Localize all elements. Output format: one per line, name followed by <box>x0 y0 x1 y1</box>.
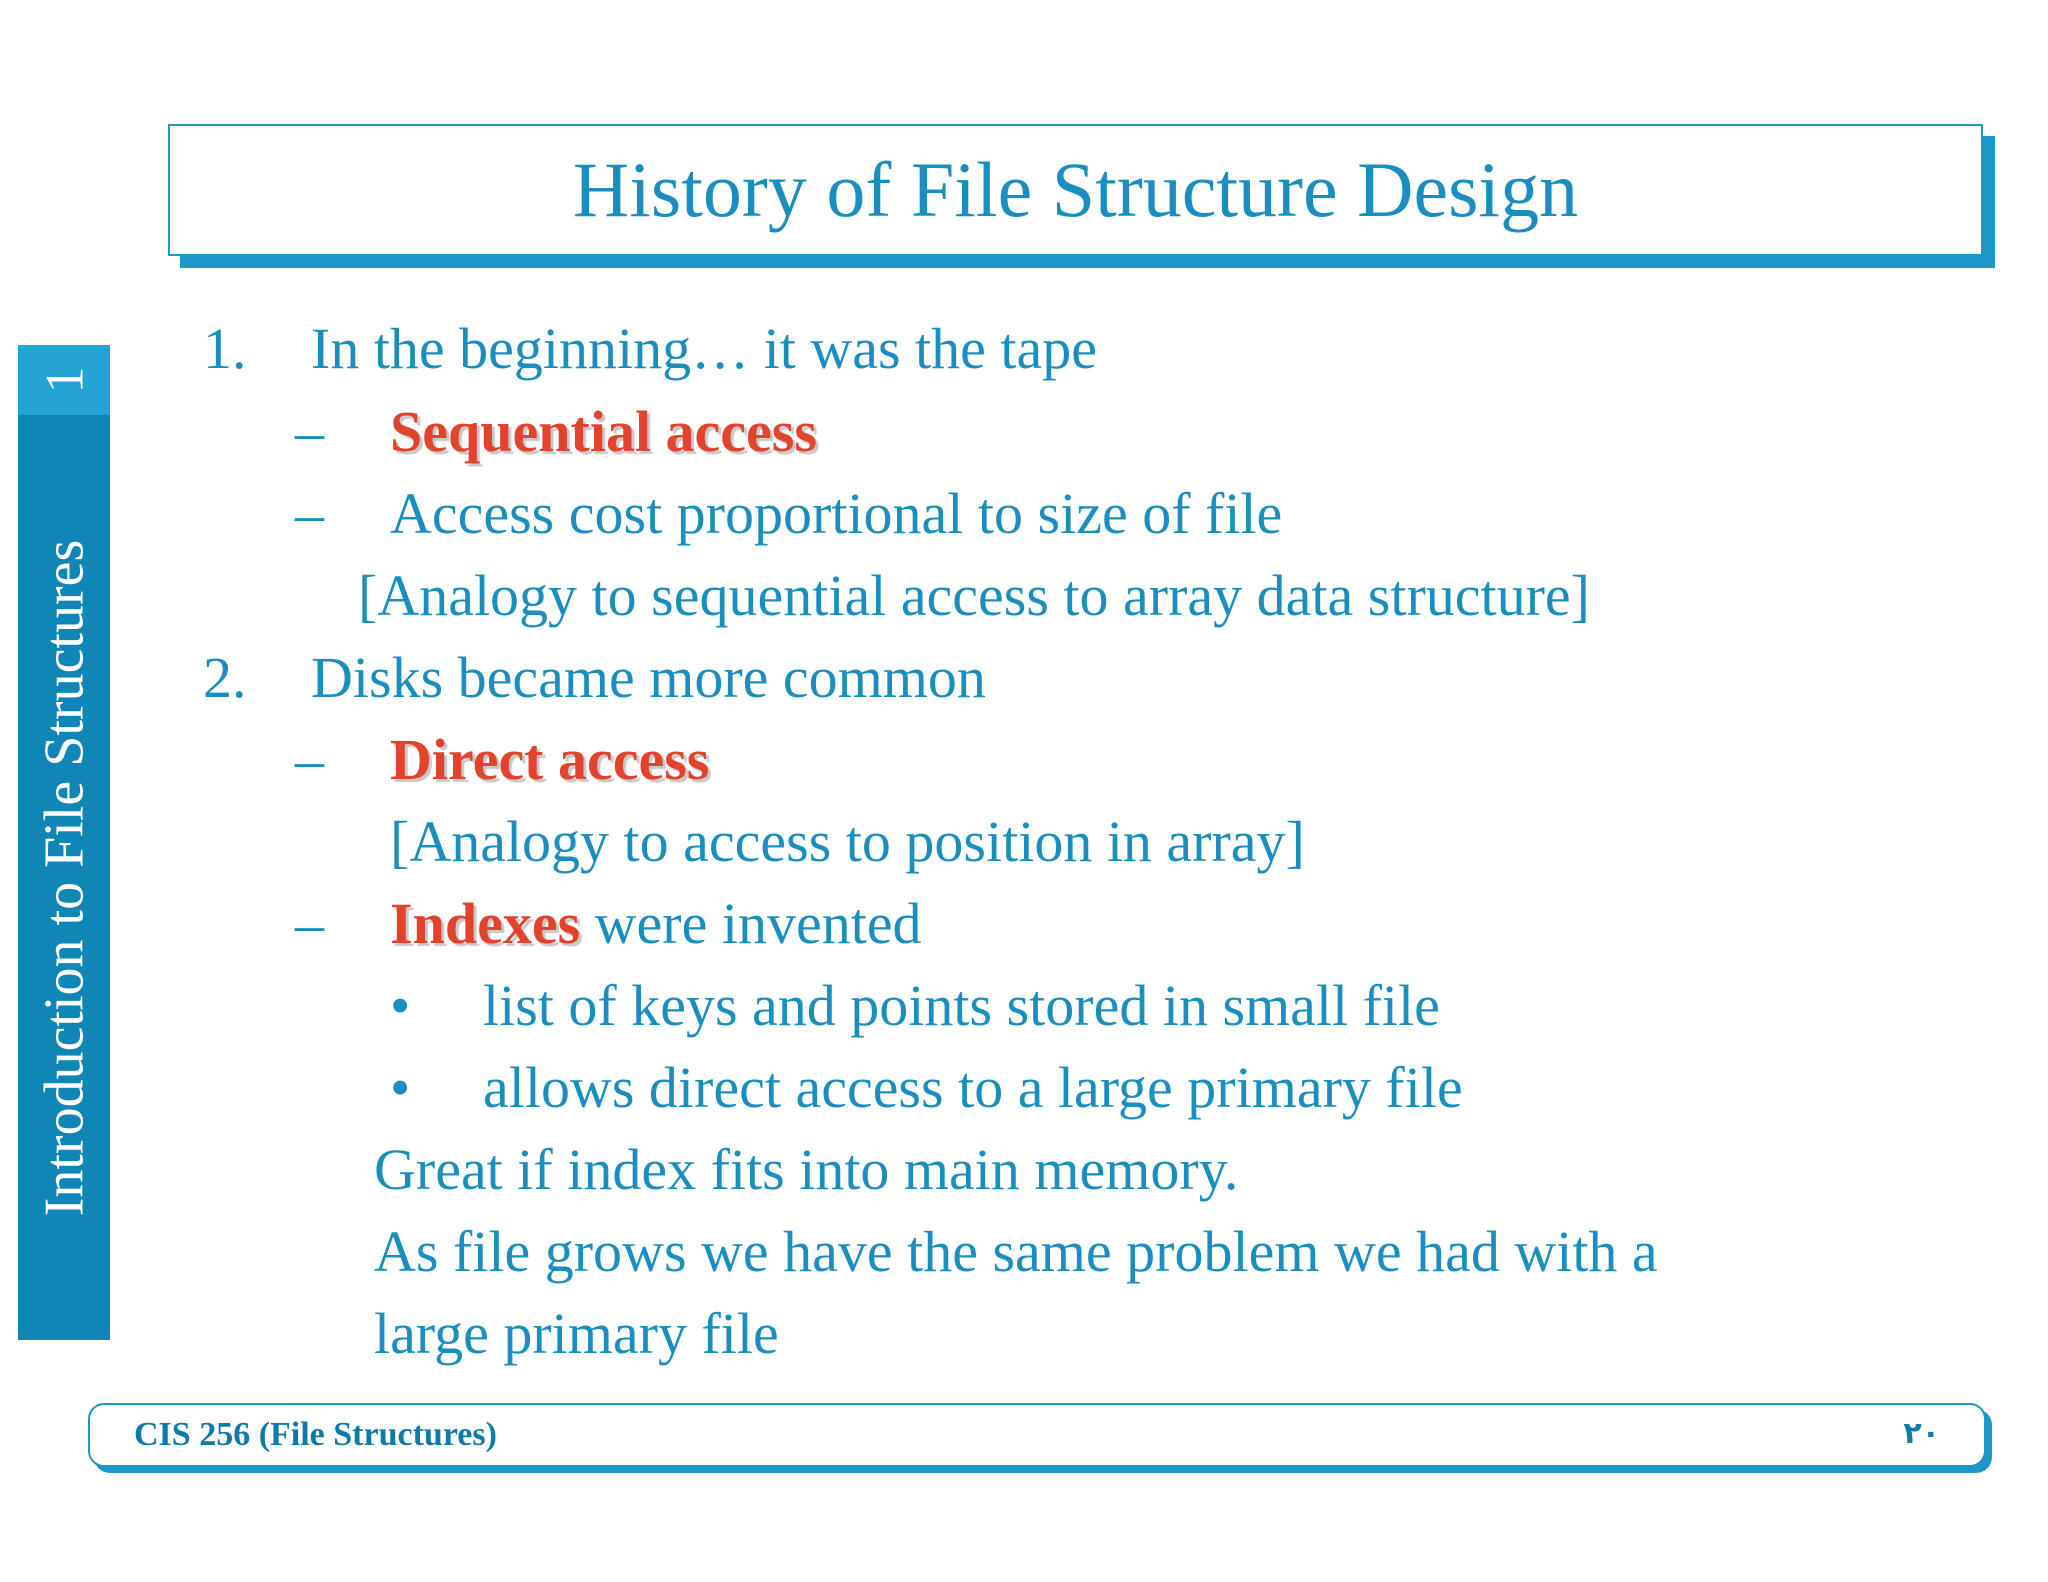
item1-note: [Analogy to sequential access to array data structure] <box>358 563 1590 628</box>
item2-sub2-line <box>390 891 922 956</box>
bullet-text-1: list of keys and points stored in small file <box>483 973 1440 1038</box>
item2-sub1-text: Direct access <box>390 727 710 792</box>
item1-sub2-text: Access cost proportional to size of file <box>390 481 1283 546</box>
closing-line-1: Great if index fits into main memory. <box>374 1137 1239 1202</box>
bullet-text-2: allows direct access to a large primary file <box>483 1055 1463 1120</box>
slide-title: History of File Structure Design <box>572 146 1579 233</box>
indexes-highlight: Indexes <box>390 891 581 956</box>
bullet-marker-2: • <box>390 1055 411 1120</box>
item2-sub2-text: were invented <box>580 891 922 956</box>
footer-page-number: ٢٠ <box>1903 1416 1940 1451</box>
item1-sub1-marker: – <box>295 399 324 464</box>
footer-box <box>88 1403 1986 1467</box>
item1-number: 1. <box>203 316 247 381</box>
item2-sub1-marker: – <box>295 727 324 792</box>
bullet-marker-1: • <box>390 973 411 1038</box>
chapter-number: 1 <box>34 366 94 394</box>
closing-line-3: large primary file <box>374 1301 779 1366</box>
closing-line-2: As file grows we have the same problem we had with a <box>374 1219 1658 1284</box>
item2-text: Disks became more common <box>311 645 986 710</box>
item1-sub1-text: Sequential access <box>390 399 817 464</box>
item2-number: 2. <box>203 645 247 710</box>
item1-sub2-marker: – <box>295 481 324 546</box>
item2-note: [Analogy to access to position in array] <box>390 809 1305 874</box>
side-label: Introduction to File Structures <box>33 539 96 1216</box>
item2-sub2-marker: – <box>295 891 324 956</box>
footer-course: CIS 256 (File Structures) <box>134 1416 497 1453</box>
item1-text: In the beginning… it was the tape <box>311 316 1098 381</box>
